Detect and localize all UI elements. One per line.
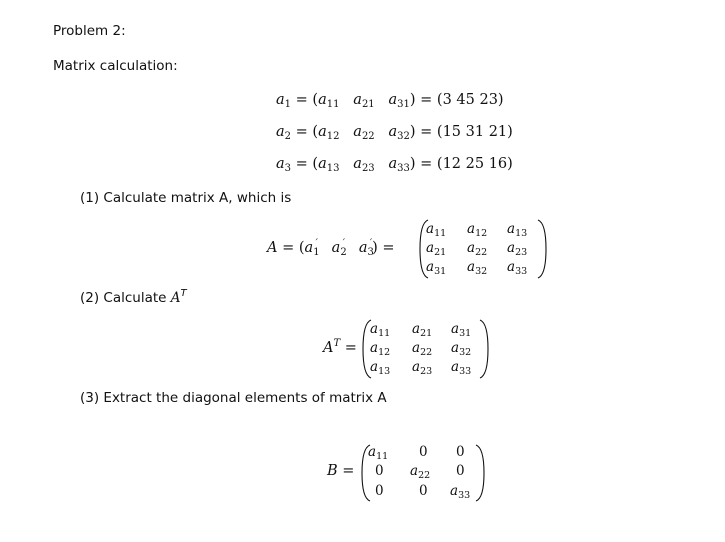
matrix-at-equation-lhs: $A^T$ = bbox=[323, 338, 357, 356]
matrix-a-cell: $a_{22}$ bbox=[467, 240, 488, 258]
matrix-at-cell: $a_{21}$ bbox=[412, 321, 433, 339]
matrix-b-equation-lhs: B = bbox=[327, 463, 355, 479]
vector-a1-values: (3 45 23) bbox=[436, 92, 504, 108]
matrix-at-cell: $a_{23}$ bbox=[412, 359, 433, 377]
matrix-at-cell: $a_{33}$ bbox=[451, 359, 472, 377]
matrix-b-right-bracket bbox=[475, 444, 485, 502]
matrix-b-cell: 0 bbox=[375, 463, 384, 479]
matrix-at-right-bracket bbox=[479, 319, 489, 379]
vector-row-a3: $a_3 = (a_{13}$ $a_{23}$ $a_{33}) = (12$ 25 16) bbox=[276, 156, 513, 174]
matrix-b-cell: 0 bbox=[456, 444, 465, 460]
matrix-at-cell: $a_{13}$ bbox=[370, 359, 391, 377]
step-1-label: (1) Calculate matrix A, which is bbox=[80, 190, 292, 206]
matrix-a-cell: $a_{32}$ bbox=[467, 259, 488, 277]
matrix-b-cell: $a_{11}$ bbox=[368, 444, 389, 462]
matrix-a-cell: $a_{31}$ bbox=[426, 259, 447, 277]
section-title: Matrix calculation: bbox=[53, 58, 178, 74]
matrix-at-cell: $a_{11}$ bbox=[370, 321, 391, 339]
step-2-label: (2) Calculate $A^T$ bbox=[80, 288, 187, 306]
vector-a3-values: (12 25 16) bbox=[436, 156, 513, 172]
matrix-at-cell: $a_{31}$ bbox=[451, 321, 472, 339]
matrix-b-cell: 0 bbox=[419, 483, 428, 499]
step-3-label: (3) Extract the diagonal elements of matrix A bbox=[80, 390, 387, 406]
vector-row-a1: $a_1 = (a_{11}$ $a_{21}$ $a_{31}) = (3$ 45 23) bbox=[276, 92, 504, 110]
matrix-at-cell: $a_{22}$ bbox=[412, 340, 433, 358]
matrix-at-cell: $a_{32}$ bbox=[451, 340, 472, 358]
matrix-at-cell: $a_{12}$ bbox=[370, 340, 391, 358]
matrix-a-cell: $a_{13}$ bbox=[507, 221, 528, 239]
matrix-b-cell: 0 bbox=[419, 444, 428, 460]
matrix-b-cell: 0 bbox=[375, 483, 384, 499]
problem-title: Problem 2: bbox=[53, 23, 126, 39]
vector-row-a2: $a_2 = (a_{12}$ $a_{22}$ $a_{32}) = (15$ 31 21) bbox=[276, 124, 513, 142]
matrix-a-right-bracket bbox=[537, 219, 547, 279]
matrix-a-cell: $a_{12}$ bbox=[467, 221, 488, 239]
matrix-b-cell: $a_{22}$ bbox=[410, 463, 431, 481]
matrix-a-cell: $a_{23}$ bbox=[507, 240, 528, 258]
vector-a2-values: (15 31 21) bbox=[436, 124, 513, 140]
matrix-b-cell: $a_{33}$ bbox=[450, 483, 471, 501]
matrix-a-equation-lhs: $A = (a_1'$ $a_2'$ $a_3'$) = bbox=[267, 238, 395, 258]
matrix-a-cell: $a_{33}$ bbox=[507, 259, 528, 277]
matrix-a-cell: $a_{11}$ bbox=[426, 221, 447, 239]
matrix-a-cell: $a_{21}$ bbox=[426, 240, 447, 258]
matrix-b-cell: 0 bbox=[456, 463, 465, 479]
